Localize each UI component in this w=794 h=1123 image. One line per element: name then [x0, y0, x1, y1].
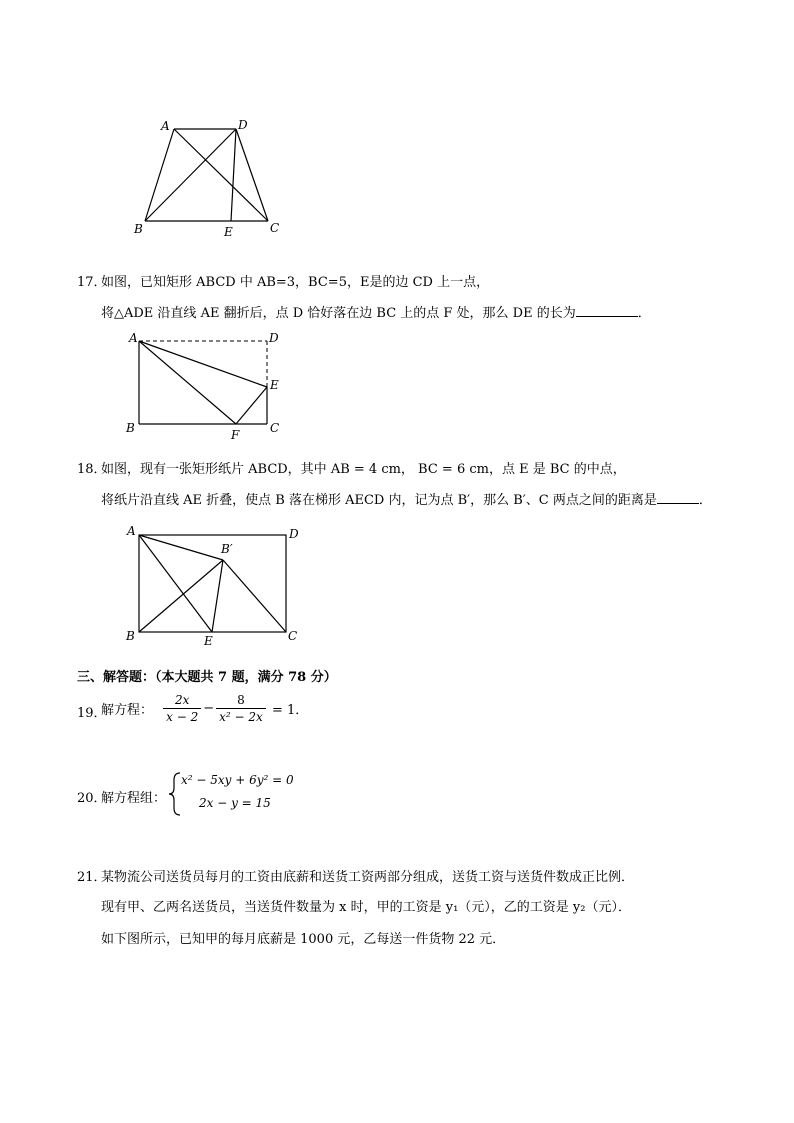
point-label-a: A — [127, 524, 136, 538]
point-label-e: E — [204, 634, 213, 648]
point-label-f: F — [231, 428, 240, 442]
q20-number: 20． — [77, 791, 107, 806]
point-label-e: E — [224, 225, 233, 239]
q20-prefix: 解方程组： — [101, 791, 167, 806]
q18-line1: 如图，现有一张矩形纸片 ABCD，其中 AB = 4 cm， BC = 6 cm，点 E 是 BC 的中点， — [101, 462, 626, 477]
q17-line1: 如图，已知矩形 ABCD 中 AB=3，BC=5，E是的边 CD 上一点， — [101, 275, 490, 290]
point-label-b-prime: B′ — [221, 542, 233, 556]
q18-line2-text: 将纸片沿直线 AE 折叠，使点 B 落在梯形 AECD 内，记为点 B′，那么 B′、C 两点之间的距离是 — [101, 493, 657, 508]
fraction-2-numerator: 8 — [216, 692, 266, 709]
point-label-d: D — [289, 527, 299, 541]
fraction-1-denominator: x − 2 — [166, 710, 199, 724]
q21-line3: 如下图所示，已知甲的每月底薪是 1000 元，乙每送一件货物 22 元． — [101, 932, 506, 947]
point-label-a: A — [129, 331, 138, 345]
point-label-b: B — [134, 222, 143, 236]
point-label-d: D — [269, 331, 279, 345]
point-label-e: E — [270, 378, 279, 392]
q21-number: 21． — [77, 870, 107, 885]
q19-number: 19． — [77, 706, 107, 721]
q18-number: 18． — [77, 462, 107, 477]
q17-line2-end: ． — [637, 306, 651, 321]
point-label-c: C — [288, 629, 298, 643]
q17-line2-text: 将△ADE 沿直线 AE 翻折后，点 D 恰好落在边 BC 上的点 F 处，那么 DE 的长为 — [101, 306, 576, 321]
system-equation-2: 2x − y = 15 — [199, 796, 271, 810]
q21-line2: 现有甲、乙两名送货员，当送货件数量为 x 时，甲的工资是 y₁（元），乙的工资是 y₂（元）． — [101, 900, 631, 915]
system-equation-1: x² − 5xy + 6y² = 0 — [181, 773, 294, 787]
point-label-c: C — [270, 421, 280, 435]
point-label-a: A — [161, 119, 170, 133]
q19-prefix: 解方程： — [101, 703, 154, 718]
point-label-b: B — [126, 629, 135, 643]
q17-number: 17． — [77, 275, 107, 290]
q19-rhs: = 1． — [271, 703, 309, 718]
fraction-2-denominator: x² − 2x — [219, 710, 263, 724]
point-label-b: B — [126, 421, 135, 435]
q21-line1: 某物流公司送货员每月的工资由底薪和送货工资两部分组成，送货工资与送货件数成正比例． — [101, 870, 635, 885]
section-heading: 三、解答题：（本大题共 7 题，满分 78 分） — [77, 670, 337, 685]
minus-sign: − — [203, 701, 215, 716]
point-label-c: C — [270, 221, 280, 235]
q18-line2-end: ． — [698, 493, 712, 508]
point-label-d: D — [238, 118, 248, 132]
fraction-1-numerator: 2x — [163, 692, 201, 709]
